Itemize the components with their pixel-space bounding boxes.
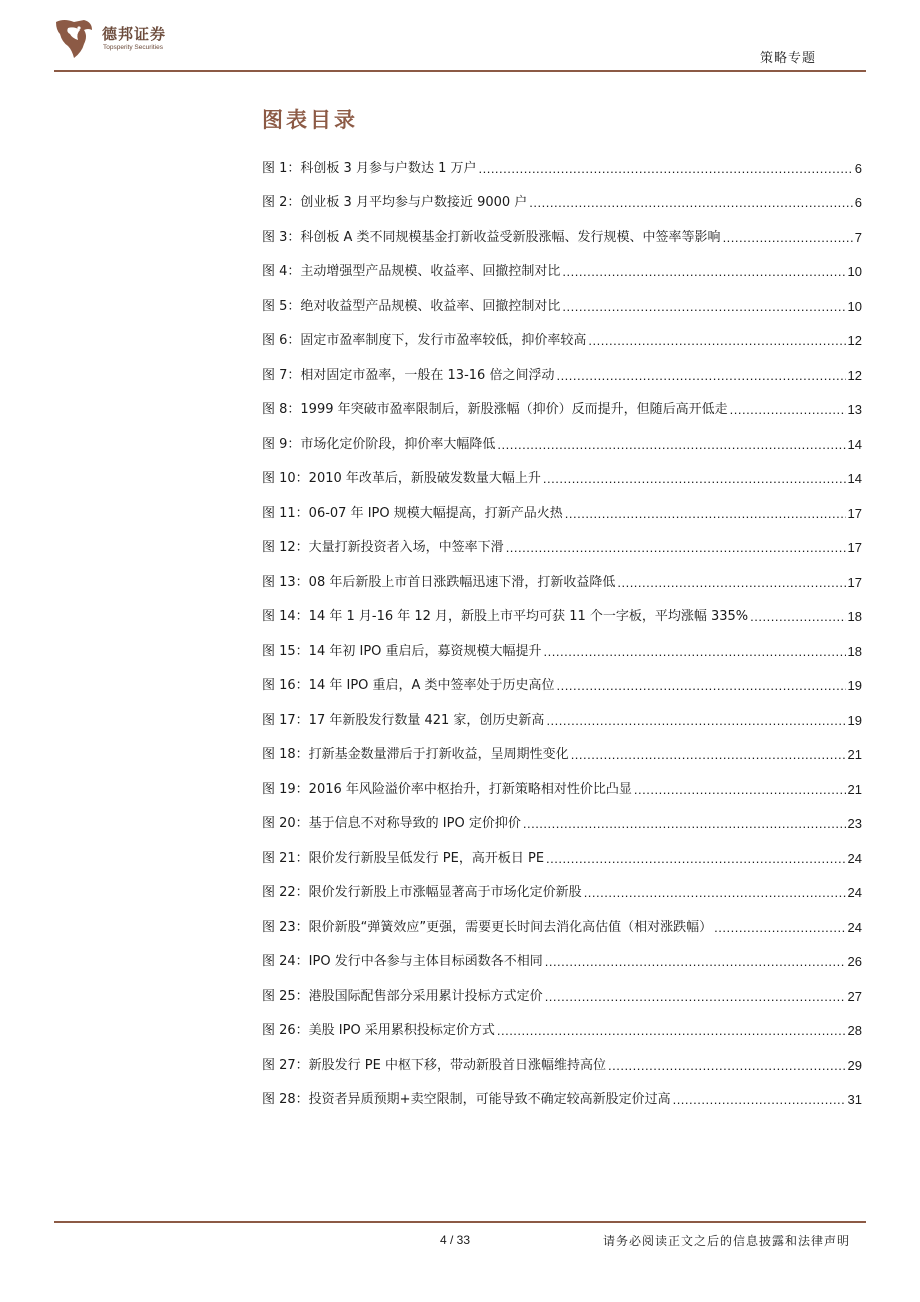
footer-divider — [54, 1221, 866, 1223]
toc-entry-page: 27 — [847, 988, 862, 1004]
toc-leader-dots — [545, 989, 846, 1005]
toc-leader-dots — [562, 299, 845, 315]
toc-entry-label: 图 11：06-07 年 IPO 规模大幅提高，打新产品火热 — [262, 505, 563, 521]
toc-leader-dots — [478, 161, 852, 177]
toc-entry-page: 19 — [847, 712, 862, 728]
toc-entry-label: 图 10：2010 年改革后，新股破发数量大幅上升 — [262, 471, 541, 486]
toc-entry-page: 6 — [854, 195, 862, 210]
toc-entry-page: 6 — [854, 160, 862, 176]
toc-entry[interactable] — [262, 148, 862, 183]
toc-entry[interactable] — [262, 390, 862, 425]
toc-entry-label: 图 4：主动增强型产品规模、收益率、回撤控制对比 — [262, 264, 561, 279]
toc-entry[interactable] — [262, 700, 862, 735]
toc-entry-label: 图 18：打新基金数量滞后于打新收益，呈周期性变化 — [262, 747, 569, 762]
toc-entry[interactable] — [262, 666, 862, 701]
toc-entry-label: 图 15：14 年初 IPO 重启后，募资规模大幅提升 — [262, 643, 542, 659]
toc-entry[interactable] — [262, 838, 862, 873]
toc-entry[interactable] — [262, 183, 862, 218]
toc-entry-page: 13 — [847, 402, 862, 417]
toc-entry-label: 图 27：新股发行 PE 中枢下移，带动新股首日涨幅维持高位 — [262, 1057, 606, 1073]
toc-entry-label: 图 13：08 年后新股上市首日涨跌幅迅速下滑，打新收益降低 — [262, 574, 616, 590]
toc-leader-dots — [608, 1058, 846, 1074]
page-indicator: 4 / 33 — [440, 1233, 471, 1247]
toc-entry-page: 12 — [847, 367, 862, 383]
toc-leader-dots — [497, 1023, 846, 1039]
toc-leader-dots — [506, 540, 846, 556]
toc-entry-label: 图 14：14 年 1 月-16 年 12 月，新股上市平均可获 11 个一字板，平均涨幅 335% — [262, 609, 749, 624]
toc-leader-dots — [546, 851, 845, 867]
toc-entry[interactable] — [262, 493, 862, 528]
toc-entry[interactable] — [262, 976, 862, 1011]
toc-leader-dots — [565, 506, 846, 522]
toc-entry-page: 19 — [847, 678, 862, 693]
toc-entry-label: 图 24：IPO 发行中各参与主体目标函数各不相同 — [262, 954, 543, 969]
toc-entry-label: 图 7：相对固定市盈率，一般在 13-16 倍之间浮动 — [262, 367, 555, 383]
toc-entry[interactable] — [262, 217, 862, 252]
toc-entry[interactable] — [262, 1011, 862, 1046]
toc-entry-page: 17 — [847, 574, 862, 590]
toc-entry-label: 图 23：限价新股“弹簧效应”更强，需要更长时间去消化高估值（相对涨跌幅） — [262, 919, 713, 935]
toc-leader-dots — [617, 575, 845, 591]
toc-entry-label: 图 9：市场化定价阶段，抑价率大幅降低 — [262, 436, 496, 452]
toc-entry-page: 31 — [847, 1092, 862, 1107]
toc-entry-label: 图 12：大量打新投资者入场，中签率下滑 — [262, 540, 504, 555]
toc-entry-page: 23 — [847, 816, 862, 831]
toc-entry-page: 17 — [847, 540, 862, 555]
toc-entry[interactable] — [262, 355, 862, 390]
section-title: 图表目录 — [262, 108, 358, 132]
toc-leader-dots — [556, 368, 845, 384]
toc-entry-page: 12 — [847, 333, 862, 348]
header-divider — [54, 70, 866, 72]
toc-entry-page: 14 — [847, 436, 862, 452]
toc-leader-dots — [562, 264, 845, 280]
toc-leader-dots — [557, 678, 846, 694]
toc-leader-dots — [546, 713, 845, 729]
toc-entry-label: 图 22：限价发行新股上市涨幅显著高于市场化定价新股 — [262, 885, 582, 900]
toc-entry[interactable] — [262, 459, 862, 494]
toc-leader-dots — [714, 920, 845, 936]
toc-entry[interactable] — [262, 942, 862, 977]
toc-entry[interactable] — [262, 562, 862, 597]
legal-disclaimer: 请务必阅读正文之后的信息披露和法律声明 — [602, 1234, 850, 1248]
toc-entry-label: 图 25：港股国际配售部分采用累计投标方式定价 — [262, 988, 543, 1004]
toc-entry-page: 24 — [847, 919, 862, 935]
toc-entry-label: 图 19：2016 年风险溢价率中枢抬升，打新策略相对性价比凸显 — [262, 781, 632, 797]
toc-entry-label: 图 16：14 年 IPO 重启，A 类中签率处于历史高位 — [262, 678, 555, 693]
toc-leader-dots — [497, 437, 845, 453]
toc-entry-label: 图 6：固定市盈率制度下，发行市盈率较低，抑价率较高 — [262, 333, 587, 348]
toc-entry-label: 图 17：17 年新股发行数量 421 家，创历史新高 — [262, 712, 545, 728]
toc-leader-dots — [545, 954, 846, 970]
toc-leader-dots — [529, 195, 852, 211]
toc-entry-label: 图 26：美股 IPO 采用累积投标定价方式 — [262, 1023, 495, 1038]
toc-entry[interactable] — [262, 424, 862, 459]
toc-entry[interactable] — [262, 873, 862, 908]
toc-entry-page: 24 — [847, 885, 862, 900]
report-type: 策略专题 — [759, 51, 816, 66]
toc-leader-dots — [634, 782, 846, 798]
toc-entry-page: 26 — [847, 954, 862, 969]
toc-entry-page: 21 — [847, 781, 862, 797]
toc-entry-page: 7 — [854, 229, 862, 245]
toc-entry[interactable] — [262, 1080, 862, 1115]
toc-entry[interactable] — [262, 1045, 862, 1080]
toc-leader-dots — [543, 471, 846, 487]
toc-leader-dots — [571, 747, 846, 763]
toc-entry[interactable] — [262, 804, 862, 839]
toc-entry[interactable] — [262, 769, 862, 804]
toc-entry-page: 10 — [847, 298, 862, 314]
toc-leader-dots — [584, 885, 846, 901]
toc-leader-dots — [750, 609, 845, 625]
company-name-en: Topsperity Securities — [103, 44, 163, 51]
toc-entry-label: 图 2：创业板 3 月平均参与户数接近 9000 户 — [262, 195, 528, 210]
toc-entry-page: 17 — [847, 505, 862, 521]
toc-entry-label: 图 20：基于信息不对称导致的 IPO 定价抑价 — [262, 816, 521, 831]
toc-entry-page: 14 — [847, 471, 862, 486]
toc-entry[interactable] — [262, 252, 862, 287]
toc-entry-page: 18 — [847, 609, 862, 624]
toc-leader-dots — [673, 1092, 846, 1108]
toc-entry-label: 图 28：投资者异质预期+卖空限制，可能导致不确定较高新股定价过高 — [262, 1092, 671, 1107]
bull-logo-icon — [54, 16, 94, 60]
company-logo — [54, 16, 184, 62]
toc-leader-dots — [544, 644, 846, 660]
toc-entry[interactable] — [262, 907, 862, 942]
toc-leader-dots — [723, 230, 853, 246]
toc-entry-page: 21 — [847, 747, 862, 762]
page-header — [0, 0, 920, 80]
toc-entry-page: 10 — [847, 264, 862, 279]
toc-entry-page: 28 — [847, 1023, 862, 1038]
toc-entry-label: 图 5：绝对收益型产品规模、收益率、回撤控制对比 — [262, 298, 561, 314]
toc-entry-page: 24 — [847, 850, 862, 866]
toc-entry-label: 图 8：1999 年突破市盈率限制后，新股涨幅（抑价）反而提升，但随后高开低走 — [262, 402, 728, 417]
toc-entry-label: 图 21：限价发行新股呈低发行 PE，高开板日 PE — [262, 850, 545, 866]
toc-entry-label: 图 3：科创板 A 类不同规模基金打新收益受新股涨幅、发行规模、中签率等影响 — [262, 229, 721, 245]
table-of-figures — [262, 148, 862, 1114]
toc-entry[interactable] — [262, 597, 862, 632]
toc-entry[interactable] — [262, 321, 862, 356]
toc-leader-dots — [588, 333, 845, 349]
toc-entry-page: 18 — [847, 643, 862, 659]
toc-entry[interactable] — [262, 631, 862, 666]
toc-leader-dots — [523, 816, 846, 832]
toc-entry-page: 29 — [847, 1057, 862, 1073]
toc-entry[interactable] — [262, 528, 862, 563]
toc-entry-label: 图 1：科创板 3 月参与户数达 1 万户 — [262, 160, 477, 176]
toc-leader-dots — [730, 402, 846, 418]
company-name-cn: 德邦证券 — [102, 25, 167, 43]
toc-entry[interactable] — [262, 286, 862, 321]
toc-entry[interactable] — [262, 735, 862, 770]
